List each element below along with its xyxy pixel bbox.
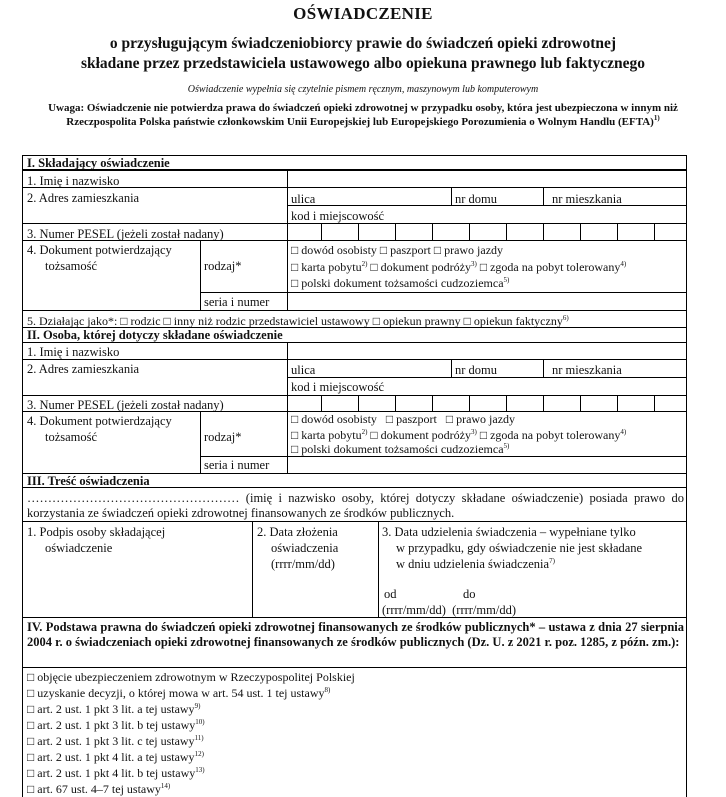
service-date-format: (rrrr/mm/dd) (rrrr/mm/dd)	[382, 603, 516, 617]
s1-name-field[interactable]	[291, 174, 686, 187]
s1-doc-label-2: tożsamość	[45, 259, 98, 273]
s1-series-label: seria i numer	[204, 295, 270, 309]
s1-doc-options-row3[interactable]: □ polski dokument tożsamości cudzoziemca$^{5)}$	[291, 276, 510, 290]
section-4-heading: IV. Podstawa prawna do świadczeń opieki zdrowotnej finansowanych ze środków publicznych* – ustawa z dnia 27 sierpnia 2004 r. o świadczeniach opieki zdrowotnej finansowanych ze środków publicznych (Dz. U. z 2021 r. poz. 1285, z późn. zm.):	[27, 620, 684, 649]
section-3-heading: III. Treść oświadczenia	[27, 474, 150, 488]
s2-doc-options-row1[interactable]: □ dowód osobisty □ paszport □ prawo jazdy	[291, 412, 516, 426]
s2-series-field[interactable]	[291, 458, 686, 471]
service-date-label-3: w dniu udzielenia świadczenia$^{7)}$	[396, 557, 555, 571]
s1-doc-options-row2[interactable]: □ karta pobytu$^{2)}$ □ dokument podróży$^{3)}$ □ zgoda na pobyt tolerowany$^{4)}$	[291, 260, 627, 274]
legal-basis-option[interactable]: □ art. 67 ust. 4–7 tej ustawy$^{14)}$	[27, 782, 171, 796]
service-date-label-2: w przypadku, gdy oświadczenie nie jest składane	[396, 541, 643, 555]
submission-date-label-1: 2. Data złożenia	[257, 525, 338, 539]
form-subtitle-line2: składane przez przedstawiciela ustawowego albo opiekuna prawnego lub faktycznego	[80, 55, 646, 72]
signature-label-1: 1. Podpis osoby składającej	[27, 525, 166, 539]
s1-name-label: 1. Imię i nazwisko	[27, 174, 120, 188]
s1-postal-label[interactable]: kod i miejscowość	[291, 209, 385, 223]
form-title: OŚWIADCZENIE	[293, 4, 433, 23]
form-table	[22, 155, 687, 797]
legal-basis-option[interactable]: □ art. 2 ust. 1 pkt 4 lit. a tej ustawy$^{12)}$	[27, 750, 204, 764]
declaration-text: …………………………………………… (imię i nazwisko osoby, której dotyczy składane oświadczenie) posiada prawo do korzystania ze świadczeń opieki zdrowotnej finansowanych ze środków publicznych.	[27, 491, 684, 520]
s1-series-field[interactable]	[291, 295, 686, 308]
s2-name-label: 1. Imię i nazwisko	[27, 345, 120, 359]
s2-flat-no-label[interactable]: nr mieszkania	[552, 363, 622, 377]
s2-postal-label[interactable]: kod i miejscowość	[291, 380, 385, 394]
s2-house-no-label[interactable]: nr domu	[455, 363, 498, 377]
s2-series-label: seria i numer	[204, 458, 270, 472]
s2-doc-label-2: tożsamość	[45, 430, 98, 444]
legal-basis-option[interactable]: □ art. 2 ust. 1 pkt 4 lit. b tej ustawy$^{13)}$	[27, 766, 205, 780]
s2-street-label[interactable]: ulica	[291, 363, 316, 377]
service-date-label-1: 3. Data udzielenia świadczenia – wypełniane tylko	[382, 525, 636, 539]
signature-label-2: oświadczenie	[45, 541, 113, 555]
s1-acting-as-options[interactable]: 5. Działając jako*: □ rodzic □ inny niż rodzic przedstawiciel ustawowy □ opiekun prawny □ opiekun faktyczny$^{6)}$	[27, 314, 569, 328]
s1-flat-no-label[interactable]: nr mieszkania	[552, 192, 622, 206]
legal-basis-option[interactable]: □ art. 2 ust. 1 pkt 3 lit. b tej ustawy$^{10)}$	[27, 718, 205, 732]
section-2-heading: II. Osoba, której dotyczy składane oświadczenie	[27, 328, 283, 342]
s1-pesel-label: 3. Numer PESEL (jeżeli został nadany)	[27, 227, 224, 241]
submission-date-label-2: oświadczenia	[271, 541, 339, 555]
s2-pesel-label: 3. Numer PESEL (jeżeli został nadany)	[27, 398, 224, 412]
service-date-to-label: do	[463, 587, 476, 601]
legal-basis-option[interactable]: □ art. 2 ust. 1 pkt 3 lit. a tej ustawy$^{9)}$	[27, 702, 201, 716]
s1-kind-label: rodzaj*	[204, 259, 242, 273]
fill-instruction: Oświadczenie wypełnia się czytelnie pismem ręcznym, maszynowym lub komputerowym	[187, 84, 539, 95]
legal-basis-option[interactable]: □ objęcie ubezpieczeniem zdrowotnym w Rzeczypospolitej Polskiej	[27, 670, 355, 684]
legal-basis-option[interactable]: □ uzyskanie decyzji, o której mowa w art. 54 ust. 1 tej ustawy$^{8)}$	[27, 686, 331, 700]
submission-date-format: (rrrr/mm/dd)	[271, 557, 335, 571]
warning-note: Uwaga: Oświadczenie nie potwierdza prawa do świadczeń opieki zdrowotnej w przypadku osoby, która jest ubezpieczona w innym niż Rzeczpospolita Polska państwie członkowskim Unii Europejskiej lub Europejskiego Porozumienia o Wolnym Handlu (EFTA)$^{1)}$	[48, 102, 678, 128]
s2-doc-options-row2[interactable]: □ karta pobytu$^{2)}$ □ dokument podróży$^{3)}$ □ zgoda na pobyt tolerowany$^{4)}$	[291, 428, 627, 442]
s2-doc-options-row3[interactable]: □ polski dokument tożsamości cudzoziemca$^{5)}$	[291, 442, 510, 456]
legal-basis-option[interactable]: □ art. 2 ust. 1 pkt 3 lit. c tej ustawy$^{11)}$	[27, 734, 204, 748]
s1-doc-options-row1[interactable]: □ dowód osobisty □ paszport □ prawo jazdy	[291, 243, 504, 257]
service-date-from-label: od	[384, 587, 397, 601]
s2-doc-label-1: 4. Dokument potwierdzający	[27, 414, 172, 428]
section-1-heading: I. Składający oświadczenie	[27, 156, 170, 170]
s2-kind-label: rodzaj*	[204, 430, 242, 444]
s2-address-label: 2. Adres zamieszkania	[27, 362, 140, 376]
s2-name-field[interactable]	[291, 345, 686, 358]
s1-house-no-label[interactable]: nr domu	[455, 192, 498, 206]
s1-doc-label-1: 4. Dokument potwierdzający	[27, 243, 172, 257]
s1-street-label[interactable]: ulica	[291, 192, 316, 206]
form-subtitle-line1: o przysługującym świadczeniobiorcy prawie do świadczeń opieki zdrowotnej	[109, 35, 617, 52]
s1-address-label: 2. Adres zamieszkania	[27, 191, 140, 205]
